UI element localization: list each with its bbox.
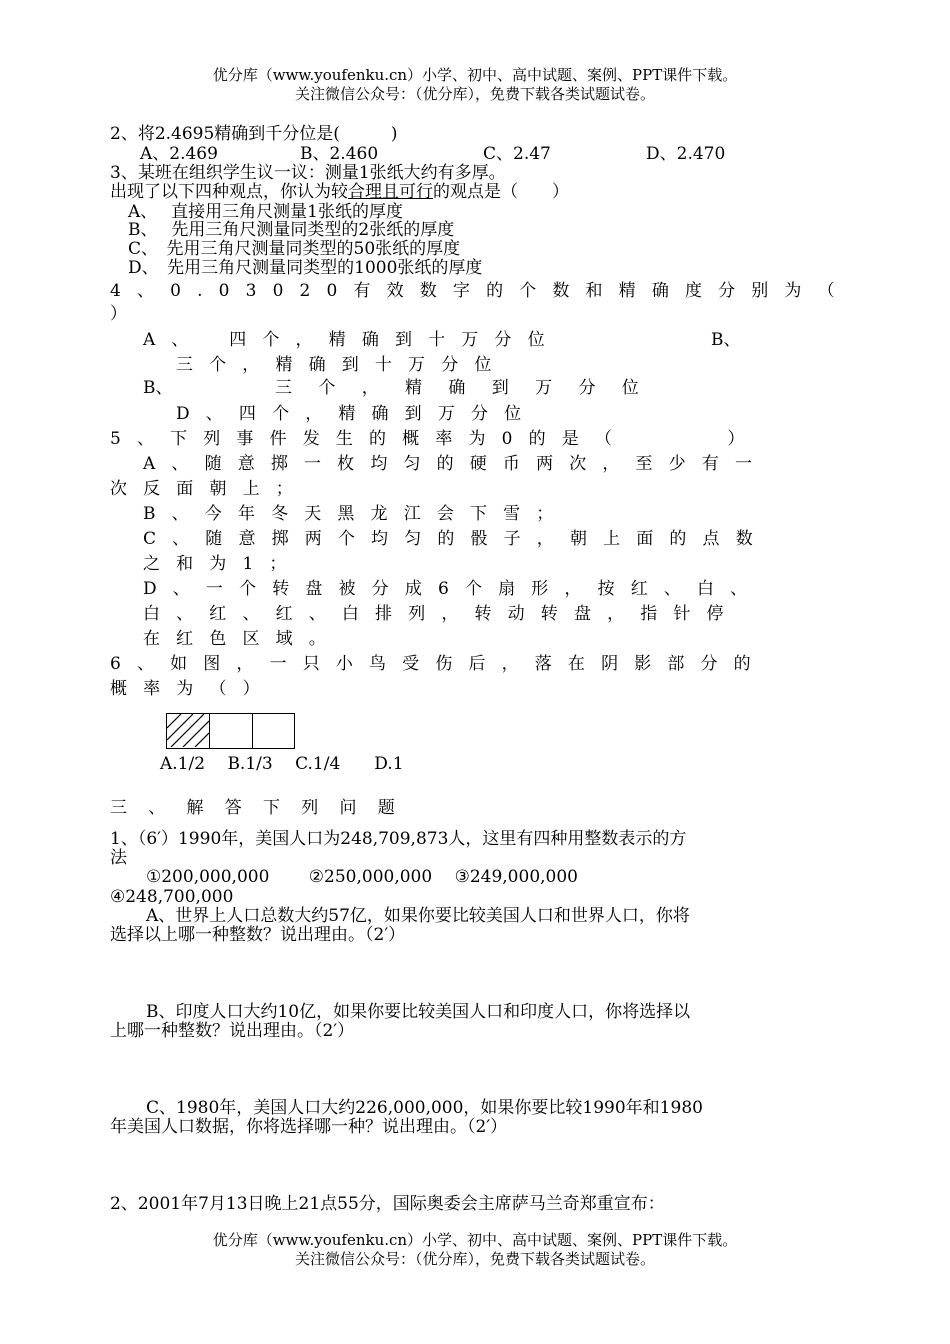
q2-option-b: B、2.460: [300, 144, 379, 164]
q3-option-a: A、 直接用三角尺测量1张纸的厚度: [128, 202, 403, 222]
footer-line-2: 关注微信公众号：（优分库），免费下载各类试题试卷。: [294, 1250, 655, 1268]
q2-option-a: A、2.469: [140, 144, 218, 164]
q2-stem: 2、将2.4695精确到千分位是( ): [110, 124, 398, 144]
problem-1-options-1: ①200,000,000 ②250,000,000 ③249,000,000: [146, 867, 578, 887]
q3-option-b: B、 先用三角尺测量同类型的2张纸的厚度: [128, 220, 455, 240]
q5-option-c-line-1: C、随意掷两个均匀的骰子，朝上面的点数: [143, 529, 769, 549]
problem-1-options-2: ④248,700,000: [110, 887, 234, 907]
q3-option-c: C、 先用三角尺测量同类型的50张纸的厚度: [128, 239, 461, 259]
problem-1-line-1: 1、（6′）1990年，美国人口为248,709,873人，这里有四种用整数表示的方: [110, 829, 687, 849]
q2-option-d: D、2.470: [646, 144, 726, 164]
q4-option-b: 三个，精确到十万分位: [176, 355, 508, 375]
header-line-1: 优分库（www.youfenku.cn）小学、初中、高中试题、案例、PPT课件下载。: [212, 66, 738, 84]
problem-2-line-1: 2、2001年7月13日晚上21点55分，国际奥委会主席萨马兰奇郑重宣布：: [110, 1194, 665, 1214]
q4-stem: 4、0.03020有效数字的个数和精确度分别为（: [110, 281, 851, 301]
figure-divider-1: [209, 714, 210, 748]
problem-1-b-line-2: 上哪一种整数？说出理由。（2′）: [110, 1021, 355, 1041]
q3-stem-text-a: 出现了以下四种观点，你认为较: [110, 182, 348, 202]
problem-1-a-line-1: A、世界上人口总数大约57亿，如果你要比较美国人口和世界人口，你将: [146, 906, 690, 926]
q5-option-b: B、今年冬天黑龙江会下雪；: [143, 504, 570, 524]
q4-option-c-label: B、: [143, 378, 173, 398]
q6-options: A.1/2 B.1/3 C.1/4 D.1: [160, 754, 404, 774]
q3-stem-text-b: 的观点是（ ）: [433, 182, 569, 202]
problem-1-c-line-1: C、1980年，美国人口大约226,000,000，如果你要比较1990年和1980: [146, 1098, 703, 1118]
q6-figure: [166, 713, 295, 749]
q4-stem-end: ）: [110, 304, 127, 324]
problem-1-line-2: 法: [110, 848, 127, 868]
q5-stem: 5、下列事件发生的概率为0的是（ ）: [110, 429, 761, 449]
q4-option-b-label: B、: [711, 330, 741, 350]
problem-1-c-line-2: 年美国人口数据，你将选择哪一种？说出理由。（2′）: [110, 1117, 508, 1137]
q3-stem-line-2: [110, 182, 569, 202]
problem-1-b-line-1: B、印度人口大约10亿，如果你要比较美国人口和印度人口，你将选择以: [146, 1002, 691, 1022]
q3-stem-underlined: 合理且可行: [348, 182, 433, 202]
footer-line-1: 优分库（www.youfenku.cn）小学、初中、高中试题、案例、PPT课件下载。: [212, 1231, 738, 1249]
q4-option-d: D、四个，精确到万分位: [176, 404, 538, 424]
q6-stem-line-1: 6、如图，一只小鸟受伤后，落在阴影部分的: [110, 654, 767, 674]
section-3-title: 三、解答下列问题: [110, 798, 416, 818]
figure-divider-2: [252, 714, 253, 748]
q5-option-c-line-2: 之和为1；: [143, 554, 303, 574]
q5-option-a-line-1: A、随意掷一枚均匀的硬币两次，至少有一: [143, 454, 769, 474]
problem-1-a-line-2: 选择以上哪一种整数？说出理由。（2′）: [110, 925, 406, 945]
q4-option-a: A、 四个，精确到十万分位: [143, 330, 561, 350]
q5-option-a-line-2: 次反面朝上；: [110, 479, 309, 499]
q5-option-d-line-1: D、一个转盘被分成6个扇形，按红、白、: [143, 579, 764, 599]
q2-option-c: C、2.47: [483, 144, 551, 164]
q6-stem-line-2: 概率为（）: [110, 679, 276, 699]
q5-option-d-line-3: 在红色区域。: [143, 629, 342, 649]
q3-option-d: D、 先用三角尺测量同类型的1000张纸的厚度: [128, 258, 483, 278]
shaded-region: [167, 714, 209, 747]
q5-option-d-line-2: 白、红、红、白排列，转动转盘，指针停: [143, 604, 740, 624]
header-line-2: 关注微信公众号：（优分库），免费下载各类试题试卷。: [294, 85, 655, 103]
q4-option-c: 三个，精确到万分位: [275, 378, 666, 398]
q3-stem-line-1: 3、某班在组织学生议一议：测量1张纸大约有多厚。: [110, 163, 506, 183]
